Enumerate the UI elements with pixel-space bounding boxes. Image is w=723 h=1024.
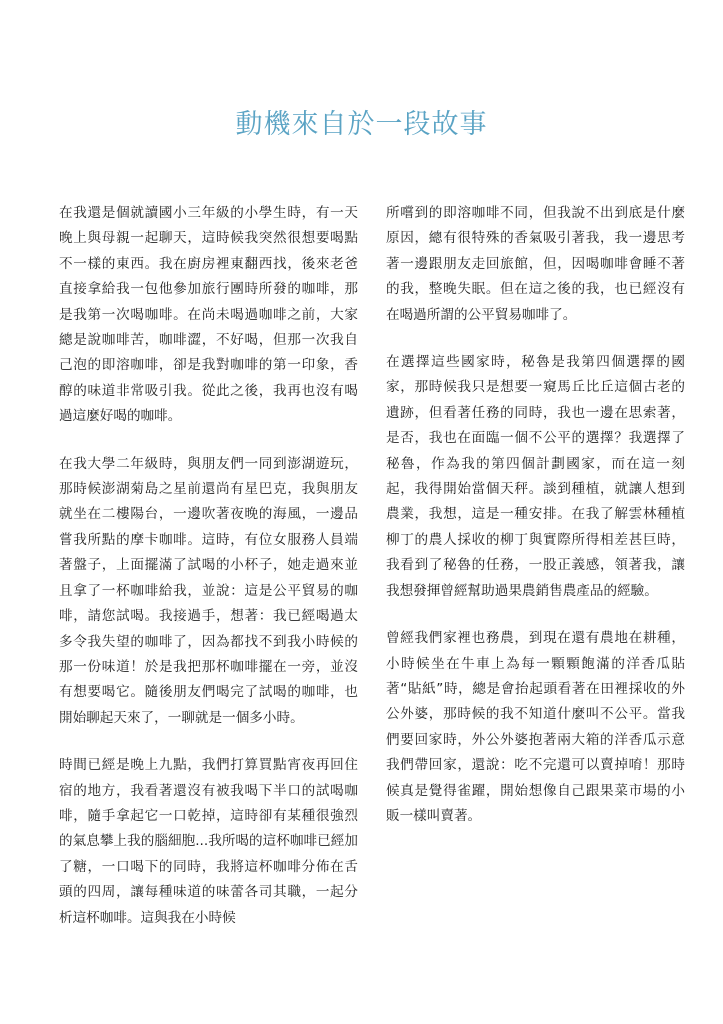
paragraph: 所嚐到的即溶咖啡不同，但我說不出到底是什麼原因，總有很特殊的香氣吸引著我，我一邊思考著一邊跟朋友走回旅館，但，因喝咖啡會睡不著的我，整晚失眠。但在這之後的我，也已經沒有在喝過所謂的公平貿易咖啡了。	[386, 205, 685, 323]
paragraph: 曾經我們家裡也務農，到現在還有農地在耕種，小時候坐在牛車上為每一顆顆飽滿的洋香瓜貼著“貼紙”時，總是會抬起頭看著在田裡採收的外公外婆，那時候的我不知道什麼叫不公平。當我們要回家時，外公外婆抱著兩大箱的洋香瓜示意我們帶回家，還說：吃不完還可以賣掉唷！那時候真是覺得雀躍，開始想像自己跟果菜市場的小販一樣叫賣著。	[386, 630, 685, 824]
right-column	[386, 201, 685, 851]
paragraph: 在我還是個就讀國小三年級的小學生時，有一天晚上與母親一起聊天，這時候我突然很想要喝點不一樣的東西。我在廚房裡東翻西找，後來老爸直接拿給我一包他參加旅行團時所發的咖啡，那是我第一次喝咖啡。在尚未喝過咖啡之前，大家總是說咖啡苦，咖啡澀，不好喝，但那一次我自己泡的即溶咖啡，卻是我對咖啡的第一印象，香醇的味道非常吸引我。從此之後，我再也沒有喝過這麼好喝的咖啡。	[59, 205, 358, 425]
paragraph: 時間已經是晚上九點，我們打算買點宵夜再回住宿的地方，我看著還沒有被我喝下半口的試喝咖啡，隨手拿起它一口乾掉，這時卻有某種很強烈的氣息攀上我的腦細胞...我所喝的這杯咖啡已經加了糖，一口喝下的同時，我將這杯咖啡分佈在舌頭的四周，讓每種味道的味蕾各司其職，一起分析這杯咖啡。這與我在小時候	[59, 757, 358, 926]
page-title: 動機來自於一段故事	[235, 109, 488, 140]
paragraph: 在我大學二年級時，與朋友們一同到澎湖遊玩，那時候澎湖菊島之星前還尚有星巴克，我與朋友就坐在二樓陽台，一邊吹著夜晚的海風，一邊品嘗我所點的摩卡咖啡。這時，有位女服務人員端著盤子，上面擺滿了試喝的小杯子，她走過來並且拿了一杯咖啡給我，並說：這是公平貿易的咖啡，請您試喝。我接過手，想著：我已經喝過太多令我失望的咖啡了，因為都找不到我小時候的那一份味道！於是我把那杯咖啡擺在一旁，並沒有想要喝它。隨後朋友們喝完了試喝的咖啡，也開始聊起天來了，一聊就是一個多小時。	[59, 455, 358, 726]
left-column	[59, 201, 358, 953]
paragraph: 在選擇這些國家時，秘魯是我第四個選擇的國家，那時候我只是想要一窺馬丘比丘這個古老的遺跡，但看著任務的同時，我也一邊在思索著，是否，我也在面臨一個不公平的選擇？我選擇了秘魯，作為我的第四個計劃國家，而在這一刻起，我得開始當個天秤。談到種植，就讓人想到農業，我想，這是一種安排。在我了解雲林種植柳丁的農人採收的柳丁與實際所得相差甚巨時，我看到了秘魯的任務，一股正義感，領著我，讓我想發揮曾經幫助過果農銷售農產品的經驗。	[386, 354, 685, 599]
